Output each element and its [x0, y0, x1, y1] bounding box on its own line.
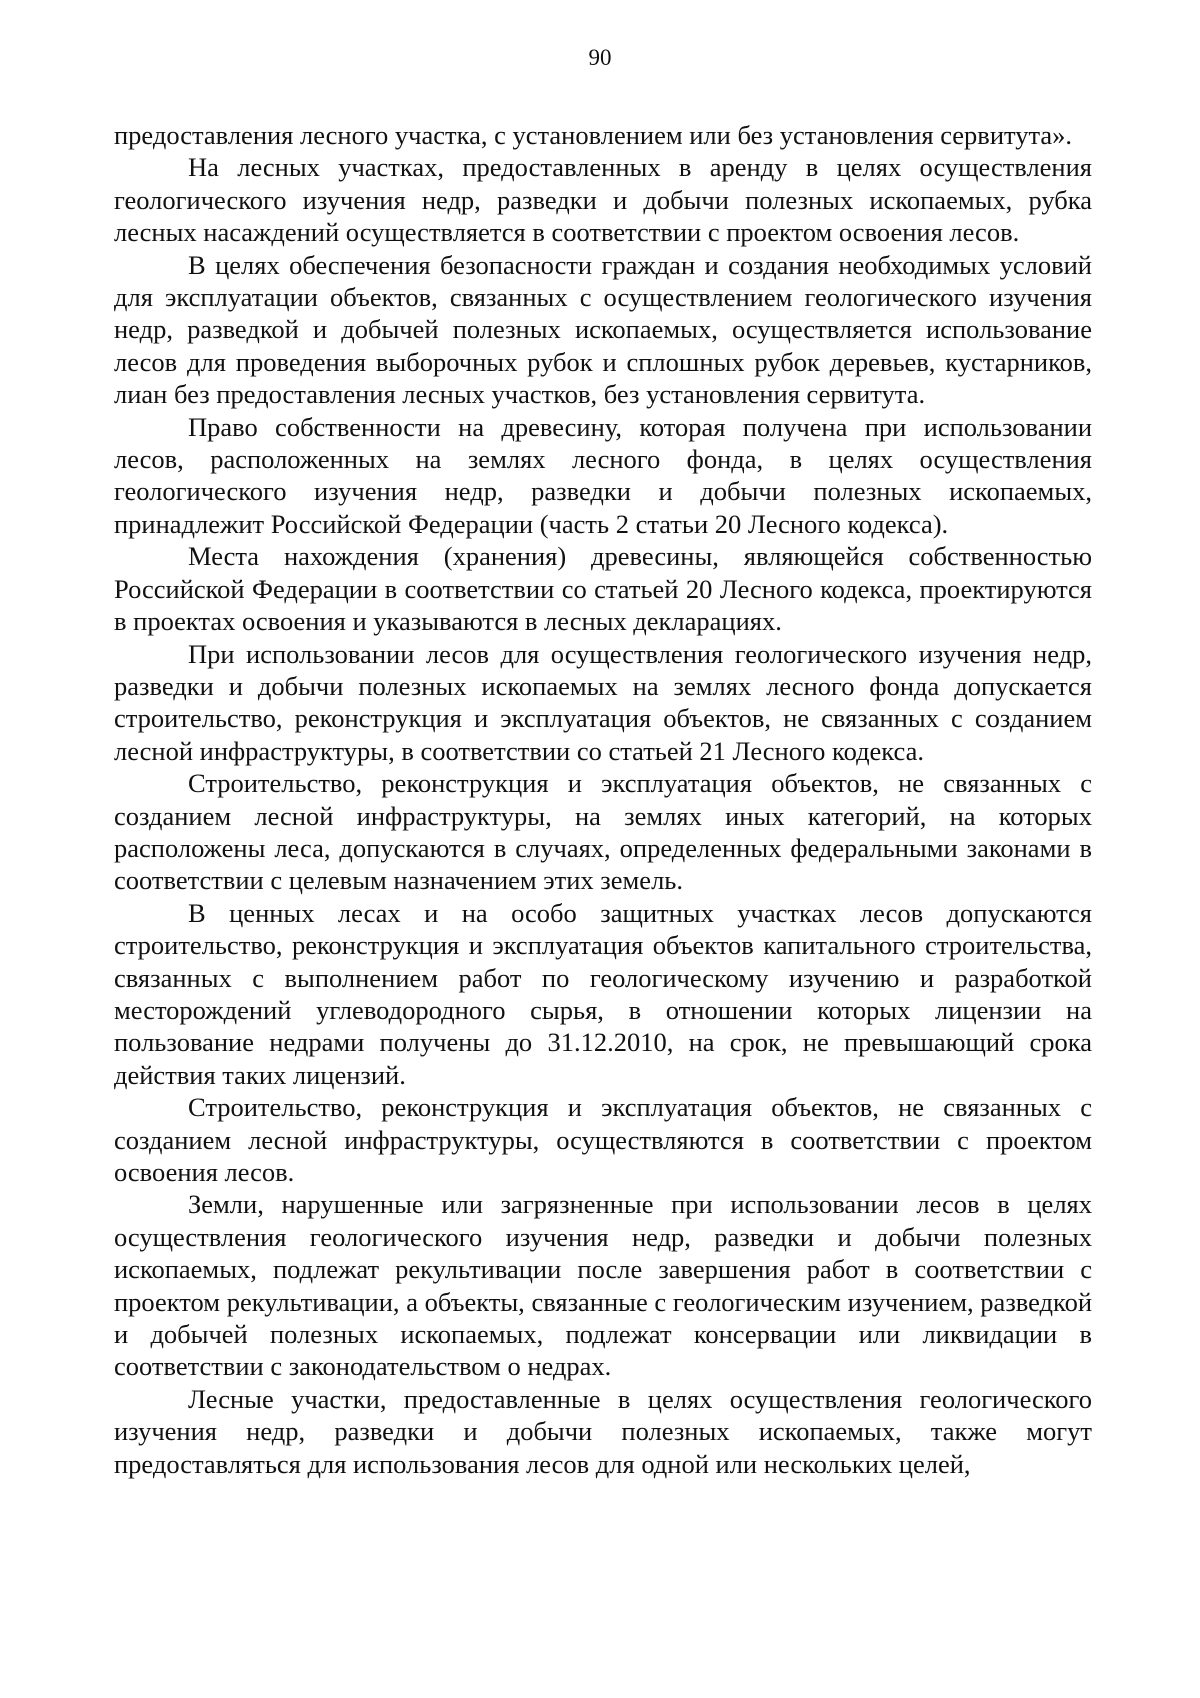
- paragraph: В целях обеспечения безопасности граждан и создания необходимых условий для эксплуатации объектов, связанных с осуществлением геологического изучения недр, разведкой и добычей полезных ископаемых, осуществляется использование лесов для проведения выборочных рубок и сплошных рубок деревьев, кустарников, лиан без предоставления лесных участков, без установления сервитута.: [114, 249, 1092, 410]
- paragraph: На лесных участках, предоставленных в аренду в целях осуществления геологического изучения недр, разведки и добычи полезных ископаемых, рубка лесных насаждений осуществляется в соответствии с проектом освоения лесов.: [114, 152, 1092, 248]
- page-number: 90: [588, 45, 612, 70]
- paragraph: В ценных лесах и на особо защитных участках лесов допускаются строительство, реконструкция и эксплуатация объектов капитального строительства, связанных с выполнением работ по геологическому изучению и разработкой месторождений углеводородного сырья, в отношении которых лицензии на пользование недрами получены до 31.12.2010, на срок, не превышающий срока действия таких лицензий.: [114, 897, 1092, 1090]
- document-body: [114, 119, 1092, 1480]
- paragraph: Места нахождения (хранения) древесины, являющейся собственностью Российской Федерации в соответствии со статьей 20 Лесного кодекса, проектируются в проектах освоения и указываются в лесных декларациях.: [114, 541, 1092, 637]
- paragraph: Земли, нарушенные или загрязненные при использовании лесов в целях осуществления геологического изучения недр, разведки и добычи полезных ископаемых, подлежат рекультивации после завершения работ в соответствии с проектом рекультивации, а объекты, связанные с геологическим изучением, разведкой и добычей полезных ископаемых, подлежат консервации или ликвидации в соответствии с законодательством о недрах.: [114, 1189, 1092, 1382]
- paragraph: Лесные участки, предоставленные в целях осуществления геологического изучения недр, разведки и добычи полезных ископаемых, также могут предоставляться для использования лесов для одной или нескольких целей,: [114, 1383, 1092, 1479]
- paragraph: При использовании лесов для осуществления геологического изучения недр, разведки и добычи полезных ископаемых на землях лесного фонда допускается строительство, реконструкция и эксплуатация объектов, не связанных с созданием лесной инфраструктуры, в соответствии со статьей 21 Лесного кодекса.: [114, 638, 1092, 766]
- paragraph: предоставления лесного участка, с установлением или без установления сервитута».: [114, 120, 1073, 150]
- paragraph: Право собственности на древесину, которая получена при использовании лесов, расположенных на землях лесного фонда, в целях осуществления геологического изучения недр, разведки и добычи полезных ископаемых, принадлежит Российской Федерации (часть 2 статьи 20 Лесного кодекса).: [114, 411, 1092, 539]
- paragraph: Строительство, реконструкция и эксплуатация объектов, не связанных с созданием лесной инфраструктуры, на землях иных категорий, на которых расположены леса, допускаются в случаях, определенных федеральными законами в соответствии с целевым назначением этих земель.: [114, 768, 1092, 896]
- paragraph: Строительство, реконструкция и эксплуатация объектов, не связанных с созданием лесной инфраструктуры, осуществляются в соответствии с проектом освоения лесов.: [114, 1092, 1092, 1187]
